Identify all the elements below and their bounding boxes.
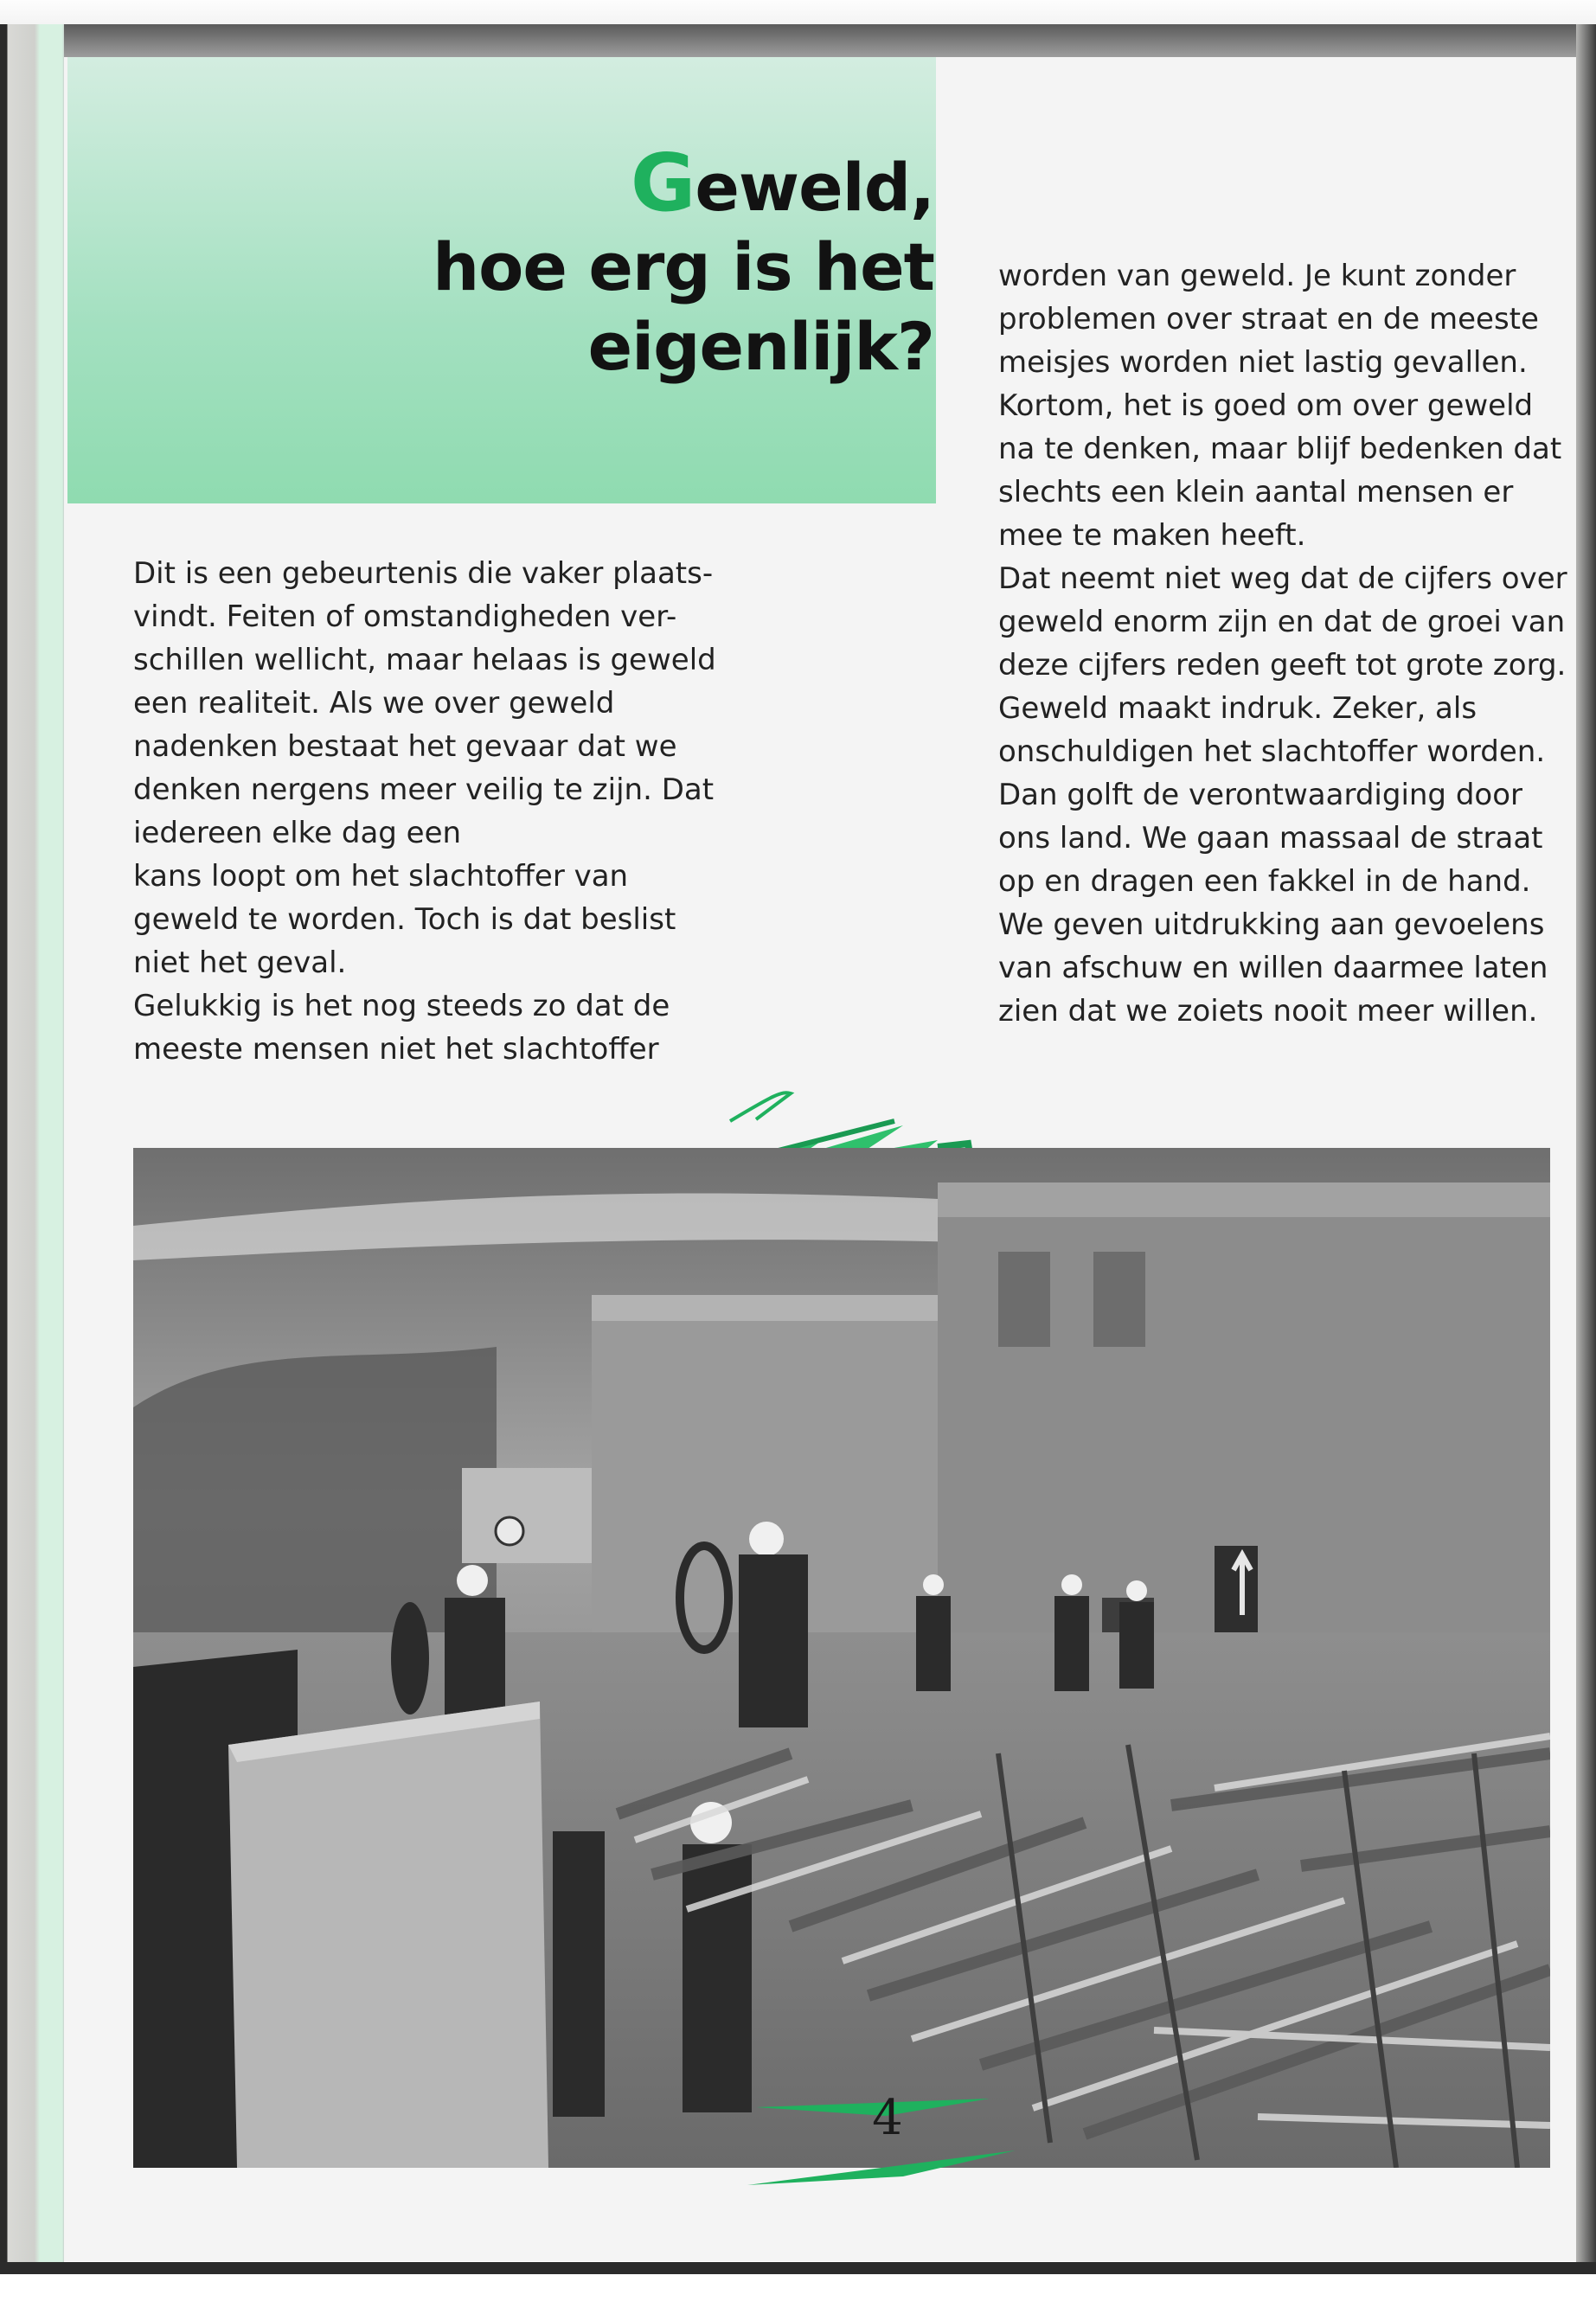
book-spine-edge xyxy=(0,24,64,2273)
photo-illustration xyxy=(133,1148,1550,2168)
page-title xyxy=(156,137,934,387)
body-column-left: Dit is een gebeurtenis die vaker plaats- vindt. Feiten of omstandigheden ver- schillen wellicht, maar helaas is geweld een realiteit. Als we over geweld nadenken bestaat het gevaar dat we denken nergens meer veilig te zijn. Dat iedereen elke dag een kans loopt om het slachtoffer van geweld te worden. Toch is dat beslist niet het geval. Gelukkig is het nog steeds zo dat de meeste mensen niet het slachtoffer xyxy=(133,556,716,1067)
body-column-right: worden van geweld. Je kunt zonder problemen over straat en de meeste meisjes worden niet lastig gevallen. Kortom, het is goed om over geweld na te denken, maar blijf bedenken dat slechts een klein aantal mensen er mee te maken heeft. Dat neemt niet weg dat de cijfers over geweld enorm zijn en dat de groei van deze cijfers reden geeft tot grote zorg. Geweld maakt indruk. Zeker, als onschuldigen het slachtoffer worden. Dan golft de verontwaardiging door ons land. We gaan massaal de straat op en dragen een fakkel in de hand. We geven uitdrukking aan gevoelens van afschuw en willen daarmee laten zien dat we zoiets nooit meer willen. xyxy=(998,259,1567,1029)
title-initial: G xyxy=(630,137,695,229)
book-top-edge xyxy=(0,24,1596,59)
title-text: eweld, hoe erg is het eigenlijk? xyxy=(433,149,934,385)
scan-margin-top xyxy=(0,0,1596,26)
book-bottom-edge xyxy=(0,2262,1596,2274)
riot-police-photo xyxy=(133,1148,1550,2168)
title-panel xyxy=(67,57,936,503)
page-number: 4 xyxy=(872,2090,903,2146)
magazine-page xyxy=(64,57,1576,2261)
